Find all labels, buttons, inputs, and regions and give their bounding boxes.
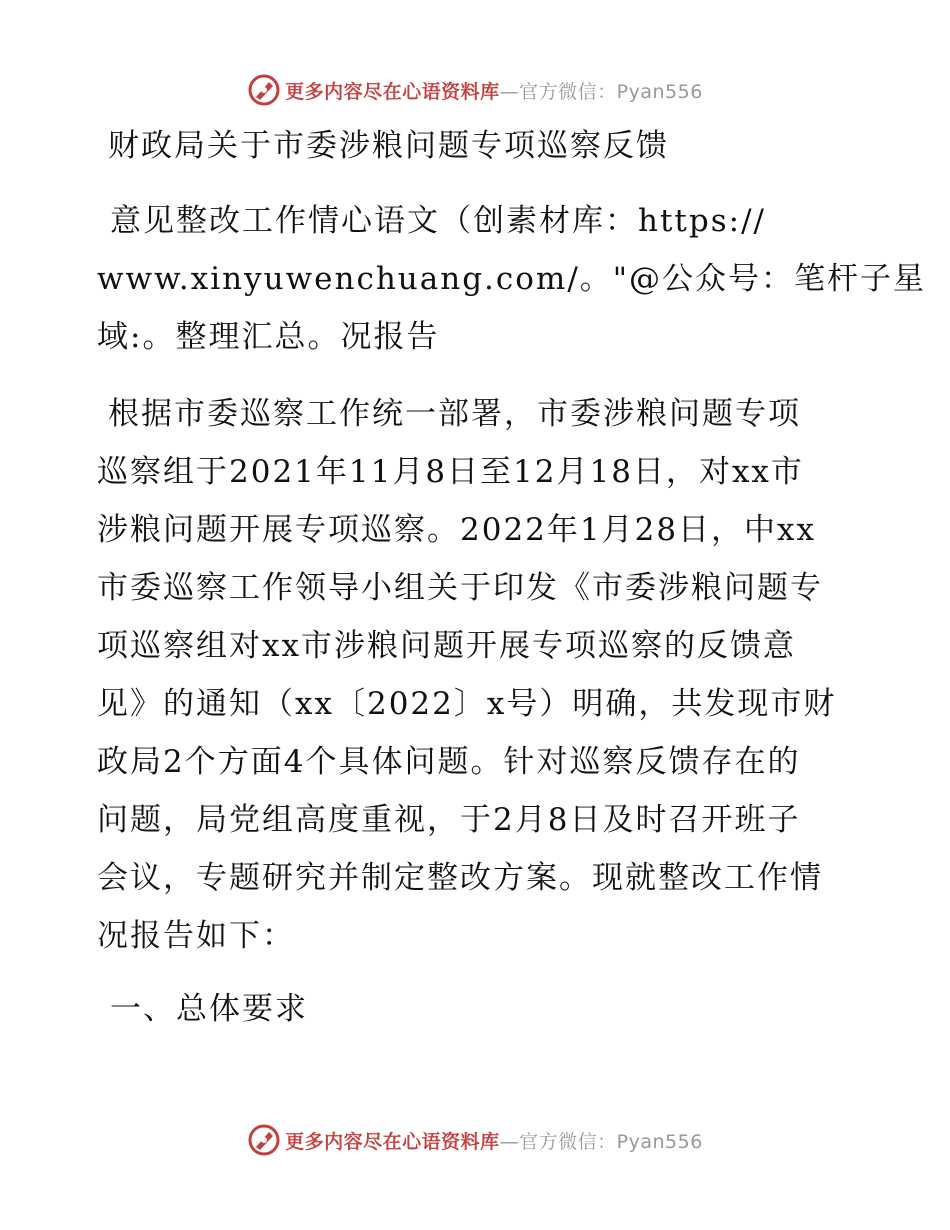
- document-title-block: [0, 117, 950, 175]
- document-intro: [0, 192, 950, 366]
- banner-site-name: 更多内容尽在心语资料库: [285, 1130, 500, 1153]
- body-line: 涉粮问题开展专项巡察。2022年1月28日，中xx: [97, 512, 817, 548]
- footer-banner: [0, 1120, 950, 1160]
- section-heading-block: [0, 980, 950, 1038]
- body-line: 巡察组于2021年11月8日至12月18日，对xx市: [97, 454, 804, 490]
- banner-wechat-contact: —官方微信：Pyan556: [499, 1130, 703, 1153]
- header-banner: [0, 70, 950, 110]
- section-heading: 一、总体要求: [110, 991, 308, 1027]
- pen-logo-icon: [247, 73, 281, 107]
- intro-line: www.xinyuwenchuang.com/。"@公众号：笔杆子星: [97, 261, 927, 297]
- body-line: 会议，专题研究并制定整改方案。现就整改工作情: [97, 860, 823, 896]
- intro-line: 意见整改工作情心语文（创素材库：https://: [110, 203, 766, 239]
- body-line: 项巡察组对xx市涉粮问题开展专项巡察的反馈意: [97, 628, 796, 664]
- body-line: 根据市委巡察工作统一部署，市委涉粮问题专项: [108, 396, 801, 432]
- body-line: 市委巡察工作领导小组关于印发《市委涉粮问题专: [97, 570, 823, 606]
- banner-site-name: 更多内容尽在心语资料库: [285, 80, 500, 103]
- intro-line: 域:。整理汇总。况报告: [97, 319, 440, 355]
- document-title: 财政局关于市委涉粮问题专项巡察反馈: [108, 128, 669, 164]
- document-body-paragraph: [0, 385, 950, 965]
- pen-logo-icon: [247, 1123, 281, 1157]
- banner-wechat-contact: —官方微信：Pyan556: [499, 80, 703, 103]
- body-line: 况报告如下：: [97, 918, 295, 954]
- body-line: 见》的通知（xx〔2022〕x号）明确，共发现市财: [97, 686, 837, 722]
- body-line: 问题，局党组高度重视，于2月8日及时召开班子: [97, 802, 801, 838]
- body-line: 政局2个方面4个具体问题。针对巡察反馈存在的: [97, 744, 801, 780]
